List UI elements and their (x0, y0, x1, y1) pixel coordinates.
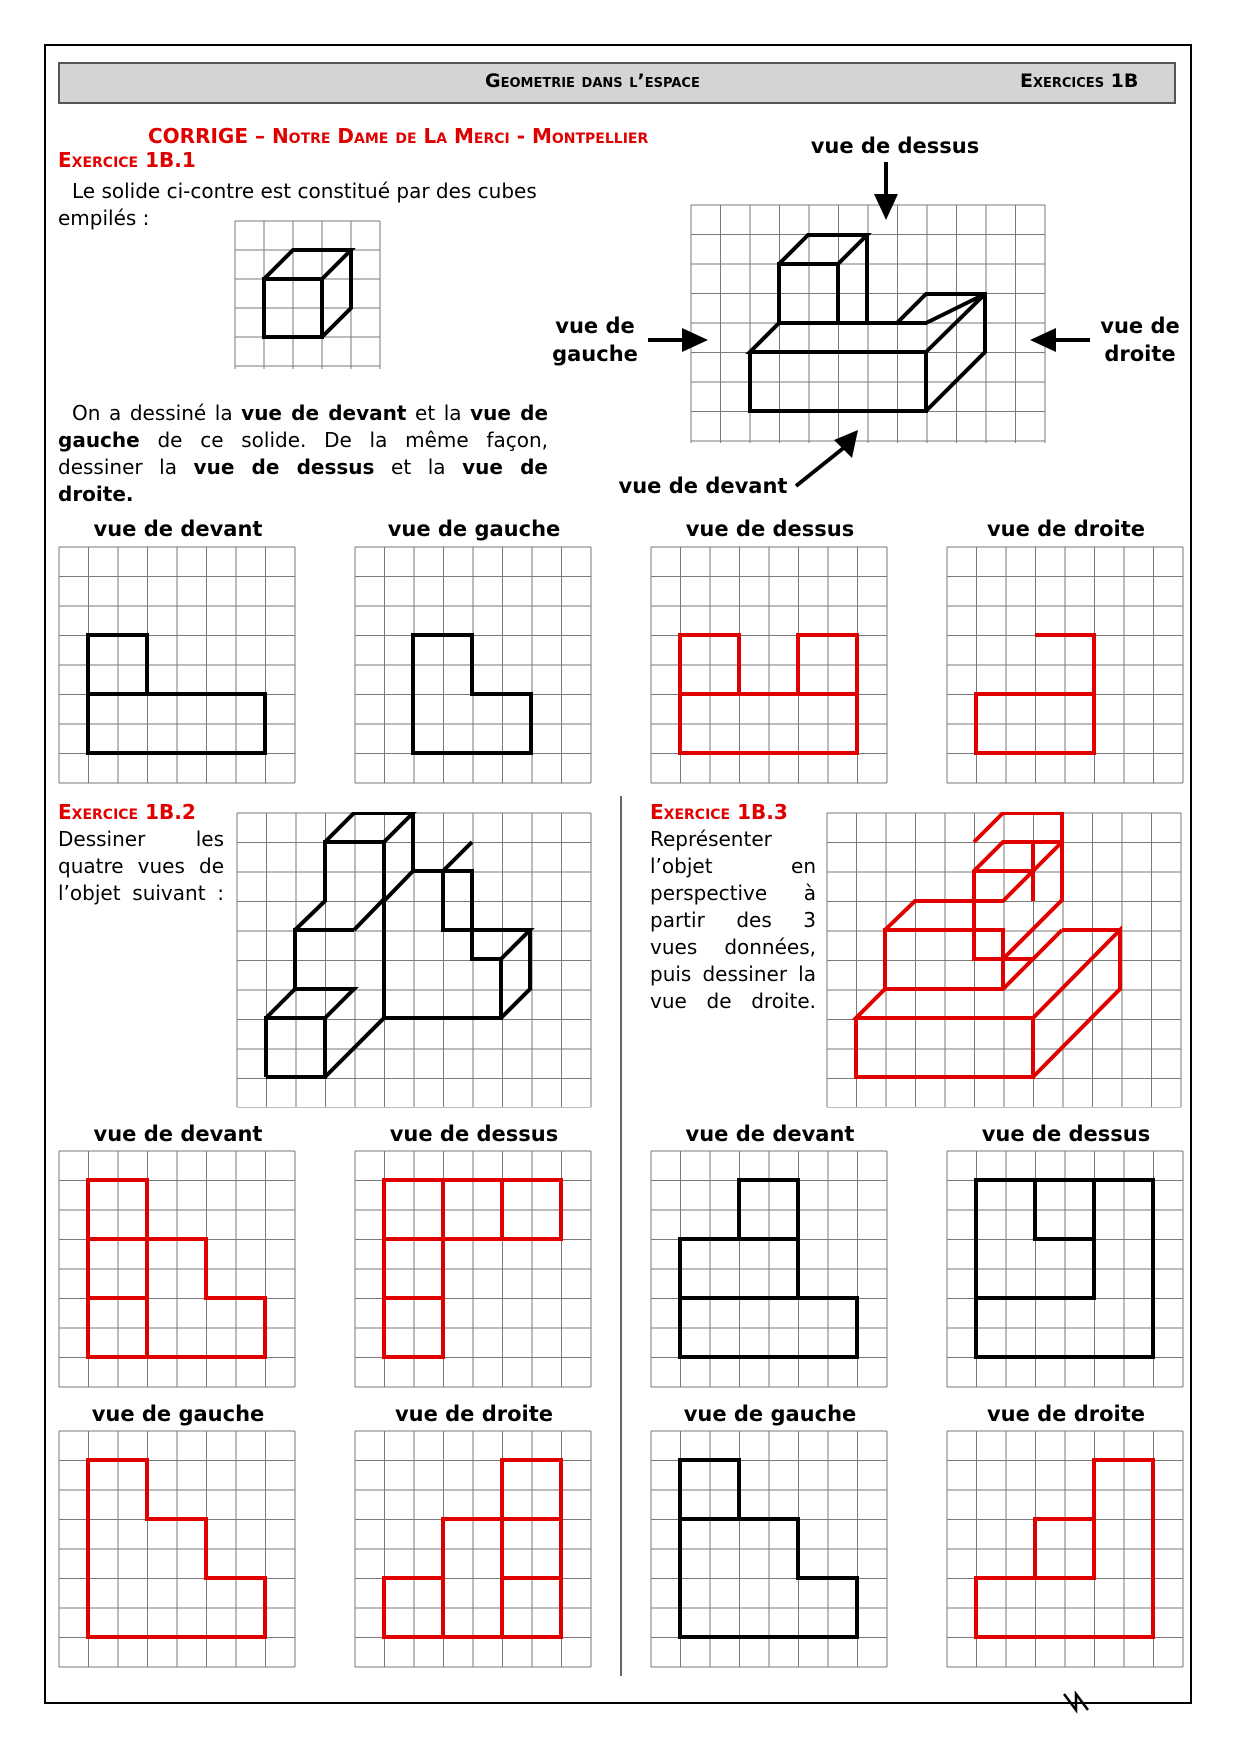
ex1-view-left (354, 546, 594, 786)
arrow-label-left: vue de gauche (552, 314, 638, 366)
ex1-title: Exercice 1B.1 (58, 148, 196, 172)
ex3-instruction: Représenter l’objet en perspective à partir des 3 vues données, puis dessiner la vue de droite. (650, 827, 816, 1013)
ex2-view-front-answer (58, 1150, 298, 1390)
ex1-view-label-right: vue de droite (986, 517, 1146, 541)
ex2-title: Exercice 1B.2 (58, 800, 196, 824)
ex3-view-label-left: vue de gauche (683, 1402, 857, 1426)
ex2-view-label-left: vue de gauche (91, 1402, 265, 1426)
header-code: Exercices 1B (1020, 70, 1139, 92)
ex3-title: Exercice 1B.3 (650, 800, 788, 824)
corner-mark-icon (1060, 1690, 1100, 1714)
ex1-view-top-answer (650, 546, 890, 786)
corrige-dash: – (248, 124, 272, 148)
arrow-label-front: vue de devant (618, 474, 788, 498)
ex1-view-right-answer (946, 546, 1186, 786)
ex1-view-label-left: vue de gauche (387, 517, 561, 541)
ex3-view-label-front: vue de devant (685, 1122, 855, 1146)
ex1-view-front (58, 546, 298, 786)
school-name: Notre Dame de La Merci - Montpellier (271, 124, 649, 148)
ex2-view-top-answer (354, 1150, 594, 1390)
header-title: Geometrie dans l’espace (485, 70, 700, 92)
arrow-label-right: vue de droite (1100, 314, 1180, 366)
ex1-intro: Le solide ci-contre est constitué par des cubes empilés : (58, 179, 537, 230)
up-right-arrow-icon (796, 446, 846, 486)
ex2-view-right-answer (354, 1430, 594, 1670)
corrige-label: CORRIGE (148, 124, 248, 148)
ex3-view-right-answer (946, 1430, 1186, 1670)
ex2-view-label-front: vue de devant (93, 1122, 263, 1146)
ex3-perspective-answer (826, 812, 1182, 1108)
ex3-view-label-right: vue de droite (986, 1402, 1146, 1426)
ex2-perspective-grid (236, 812, 592, 1108)
ex2-instruction: Dessiner les quatre vues de l’objet suivant : (58, 827, 224, 905)
ex3-view-left (650, 1430, 890, 1670)
column-divider (620, 796, 622, 1676)
ex3-view-label-top: vue de dessus (981, 1122, 1151, 1146)
ex3-view-front (650, 1150, 890, 1390)
ex1-instruction: On a dessiné la vue de devant et la vue de gauche de ce solide. De la même façon, dessiner la vue de dessus et la vue de droite. (58, 401, 549, 506)
ex2-view-label-right: vue de droite (394, 1402, 554, 1426)
ex1-view-label-front: vue de devant (93, 517, 263, 541)
ex3-view-top (946, 1150, 1186, 1390)
ex2-view-label-top: vue de dessus (389, 1122, 559, 1146)
ex1-view-label-top: vue de dessus (685, 517, 855, 541)
ex2-view-left-answer (58, 1430, 298, 1670)
arrow-label-top: vue de dessus (810, 134, 980, 158)
